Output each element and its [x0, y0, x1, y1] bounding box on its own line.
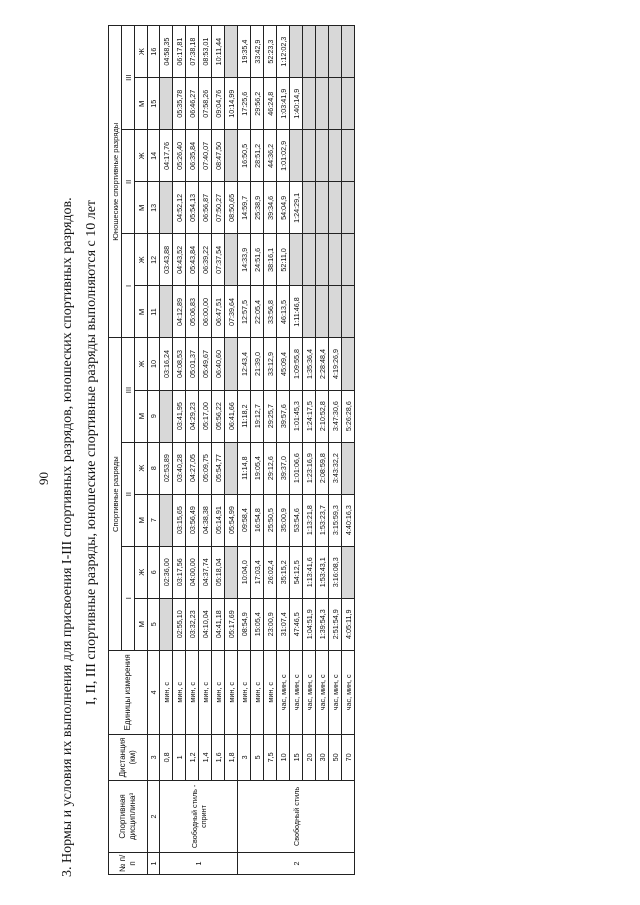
column-number-cell: 3 — [148, 734, 160, 780]
norm-value-cell — [303, 78, 316, 130]
norm-value-cell: 29:25,7 — [264, 390, 277, 442]
norm-value-cell: 09:04,76 — [212, 78, 225, 130]
distance-cell: 5 — [251, 734, 264, 780]
norm-value-cell: 3:47:30,6 — [329, 390, 342, 442]
norm-value-cell: 19:12,7 — [251, 390, 264, 442]
table-row — [160, 26, 173, 875]
norm-value-cell: 06:00,00 — [199, 286, 212, 338]
header-youth-rank-3: III — [122, 26, 135, 130]
norm-value-cell: 3:43:32,2 — [329, 442, 342, 494]
norm-value-cell: 38:16,1 — [264, 234, 277, 286]
norm-value-cell: 2:10:52,8 — [316, 390, 329, 442]
table-row — [277, 26, 290, 875]
unit-cell: мин, с — [186, 650, 199, 734]
norm-value-cell: 25:50,5 — [264, 494, 277, 546]
norm-value-cell: 06:17,81 — [173, 26, 186, 78]
table-body — [148, 26, 355, 875]
norm-value-cell: 1:53:23,7 — [316, 494, 329, 546]
norm-value-cell: 04:37,74 — [199, 546, 212, 598]
header-num: № п/п — [109, 852, 148, 874]
table-row — [199, 26, 212, 875]
table-row — [225, 26, 238, 875]
norm-value-cell: 05:01,37 — [186, 338, 199, 390]
unit-cell: мин, с — [251, 650, 264, 734]
norm-value-cell: 04:38,38 — [199, 494, 212, 546]
header-f: Ж — [135, 130, 148, 182]
norm-value-cell: 07:37,54 — [212, 234, 225, 286]
norm-value-cell — [316, 26, 329, 78]
norm-value-cell: 04:27,05 — [186, 442, 199, 494]
norm-value-cell — [225, 234, 238, 286]
norm-value-cell: 14:59,7 — [238, 182, 251, 234]
norm-value-cell: 07:39,64 — [225, 286, 238, 338]
norm-value-cell: 29:56,2 — [251, 78, 264, 130]
column-number-cell: 15 — [148, 78, 160, 130]
page-number: 90 — [36, 472, 51, 485]
table-row — [316, 26, 329, 875]
norm-value-cell: 06:39,22 — [199, 234, 212, 286]
table-row — [264, 26, 277, 875]
column-number-cell: 5 — [148, 598, 160, 650]
norm-value-cell — [316, 130, 329, 182]
norm-value-cell: 21:39,0 — [251, 338, 264, 390]
norm-value-cell: 03:56,49 — [186, 494, 199, 546]
table-row — [212, 26, 225, 875]
unit-cell: мин, с — [173, 650, 186, 734]
norm-value-cell — [342, 442, 355, 494]
unit-cell: мин, с — [264, 650, 277, 734]
table-row — [303, 26, 316, 875]
norm-value-cell — [225, 546, 238, 598]
header-rank-1: I — [122, 546, 135, 650]
norm-value-cell: 04:43,52 — [173, 234, 186, 286]
norm-value-cell: 54:04,9 — [277, 182, 290, 234]
norm-value-cell: 4:40:16,3 — [342, 494, 355, 546]
norm-value-cell: 54:12,5 — [290, 546, 303, 598]
unit-cell: мин, с — [160, 650, 173, 734]
norm-value-cell: 08:47,50 — [212, 130, 225, 182]
distance-cell: 15 — [290, 734, 303, 780]
norm-value-cell: 47:46,5 — [290, 598, 303, 650]
norm-value-cell — [329, 130, 342, 182]
distance-cell: 10 — [277, 734, 290, 780]
norm-value-cell: 04:17,76 — [160, 130, 173, 182]
unit-cell: мин, с — [225, 650, 238, 734]
norm-value-cell — [342, 286, 355, 338]
norm-value-cell: 05:56,22 — [212, 390, 225, 442]
norm-value-cell: 02:53,89 — [160, 442, 173, 494]
header-f: Ж — [135, 338, 148, 390]
header-rank-2: II — [122, 442, 135, 546]
norm-value-cell — [160, 78, 173, 130]
header-m: М — [135, 286, 148, 338]
norm-value-cell: 03:32,23 — [186, 598, 199, 650]
norm-value-cell — [342, 338, 355, 390]
table-row — [342, 26, 355, 875]
table-row — [238, 26, 251, 875]
table-row — [251, 26, 264, 875]
norm-value-cell — [329, 78, 342, 130]
norm-value-cell: 02:55,10 — [173, 598, 186, 650]
distance-cell: 3 — [238, 734, 251, 780]
distance-cell: 0,8 — [160, 734, 173, 780]
norm-value-cell: 2:51:54,9 — [329, 598, 342, 650]
norm-value-cell: 05:54,13 — [186, 182, 199, 234]
norm-value-cell — [342, 78, 355, 130]
norm-value-cell: 1:53:43,1 — [316, 546, 329, 598]
norm-value-cell: 19:05,4 — [251, 442, 264, 494]
row-group-number: 1 — [160, 852, 238, 874]
discipline-cell: Свободный стиль - спринт — [160, 780, 238, 852]
column-number-row — [148, 26, 160, 875]
norm-value-cell: 33:12,9 — [264, 338, 277, 390]
norm-value-cell: 12:57,5 — [238, 286, 251, 338]
header-sport-ranks: Спортивные разряды — [109, 338, 122, 650]
norm-value-cell: 04:00,00 — [186, 546, 199, 598]
norm-value-cell: 10:14,99 — [225, 78, 238, 130]
table-row — [290, 26, 303, 875]
norm-value-cell — [160, 390, 173, 442]
norm-value-cell: 52:23,3 — [264, 26, 277, 78]
distance-cell: 1,4 — [199, 734, 212, 780]
header-m: М — [135, 390, 148, 442]
norm-value-cell: 1:23:16,9 — [303, 442, 316, 494]
header-f: Ж — [135, 26, 148, 78]
norm-value-cell: 07:50,27 — [212, 182, 225, 234]
norm-value-cell: 04:29,23 — [186, 390, 199, 442]
norm-value-cell: 26:02,4 — [264, 546, 277, 598]
norm-value-cell: 04:41,18 — [212, 598, 225, 650]
column-number-cell: 11 — [148, 286, 160, 338]
norm-value-cell — [316, 286, 329, 338]
column-number-cell: 14 — [148, 130, 160, 182]
norm-value-cell: 44:36,2 — [264, 130, 277, 182]
norm-value-cell — [290, 130, 303, 182]
norm-value-cell — [225, 338, 238, 390]
norm-value-cell — [290, 26, 303, 78]
norm-value-cell: 1:24:17,5 — [303, 390, 316, 442]
norm-value-cell: 3:16:08,3 — [329, 546, 342, 598]
norm-value-cell: 22:05,4 — [251, 286, 264, 338]
norm-value-cell: 3:15:59,3 — [329, 494, 342, 546]
norm-value-cell: 1:35:36,4 — [303, 338, 316, 390]
header-youth-rank-1: I — [122, 234, 135, 338]
norm-value-cell: 06:47,51 — [212, 286, 225, 338]
norm-value-cell: 10:11,44 — [212, 26, 225, 78]
table-row — [186, 26, 199, 875]
distance-cell: 20 — [303, 734, 316, 780]
header-youth-rank-2: II — [122, 130, 135, 234]
distance-cell: 1,2 — [186, 734, 199, 780]
norm-value-cell: 39:34,6 — [264, 182, 277, 234]
norm-value-cell: 04:58,35 — [160, 26, 173, 78]
norm-value-cell — [225, 26, 238, 78]
discipline-cell: Свободный стиль — [238, 780, 355, 852]
norm-value-cell — [342, 182, 355, 234]
norm-value-cell: 1:24:29,1 — [290, 182, 303, 234]
norm-value-cell: 07:58,26 — [199, 78, 212, 130]
norm-value-cell: 05:54,77 — [212, 442, 225, 494]
norm-value-cell: 07:40,07 — [199, 130, 212, 182]
norm-value-cell: 17:03,4 — [251, 546, 264, 598]
norm-value-cell: 05:17,00 — [199, 390, 212, 442]
norm-value-cell: 2:08:59,8 — [316, 442, 329, 494]
norm-value-cell: 1:40:14,9 — [290, 78, 303, 130]
norm-value-cell: 16:50,5 — [238, 130, 251, 182]
distance-cell: 70 — [342, 734, 355, 780]
norm-value-cell: 12:43,4 — [238, 338, 251, 390]
norm-value-cell: 29:12,6 — [264, 442, 277, 494]
norm-value-cell: 17:25,6 — [238, 78, 251, 130]
unit-cell: мин, с — [238, 650, 251, 734]
norm-value-cell: 1:01:06,6 — [290, 442, 303, 494]
norm-value-cell: 1:09:55,8 — [290, 338, 303, 390]
column-number-cell: 2 — [148, 780, 160, 852]
header-f: Ж — [135, 442, 148, 494]
norm-value-cell — [303, 26, 316, 78]
norm-value-cell: 05:35,78 — [173, 78, 186, 130]
row-group-number: 2 — [238, 852, 355, 874]
norm-value-cell — [225, 442, 238, 494]
norm-value-cell — [329, 286, 342, 338]
distance-cell: 30 — [316, 734, 329, 780]
norm-value-cell: 03:15,65 — [173, 494, 186, 546]
header-units: Единицы измерения — [109, 650, 148, 734]
norm-value-cell: 19:35,4 — [238, 26, 251, 78]
norm-value-cell: 03:17,56 — [173, 546, 186, 598]
norm-value-cell: 05:43,84 — [186, 234, 199, 286]
norm-value-cell — [303, 286, 316, 338]
norm-value-cell: 02:36,00 — [160, 546, 173, 598]
norm-value-cell: 25:38,9 — [251, 182, 264, 234]
norm-value-cell — [342, 26, 355, 78]
norm-value-cell: 06:35,84 — [186, 130, 199, 182]
column-number-cell: 6 — [148, 546, 160, 598]
norm-value-cell — [342, 130, 355, 182]
norm-value-cell — [316, 182, 329, 234]
norm-value-cell — [316, 234, 329, 286]
norm-value-cell: 1:11:46,8 — [290, 286, 303, 338]
norm-value-cell: 5:26:28,6 — [342, 390, 355, 442]
norm-value-cell — [303, 182, 316, 234]
header-m: М — [135, 494, 148, 546]
table-subtitle: I, II, III спортивные разряды, юношеские спортивные разряды выполняются с 10 лет — [84, 199, 99, 706]
column-number-cell: 16 — [148, 26, 160, 78]
distance-cell: 1 — [173, 734, 186, 780]
norm-value-cell: 08:54,9 — [238, 598, 251, 650]
unit-cell: мин, с — [212, 650, 225, 734]
norm-value-cell — [290, 234, 303, 286]
column-number-cell: 7 — [148, 494, 160, 546]
norm-value-cell: 10:04,0 — [238, 546, 251, 598]
norm-value-cell: 03:16,24 — [160, 338, 173, 390]
norm-value-cell — [329, 182, 342, 234]
norm-value-cell: 06:56,87 — [199, 182, 212, 234]
distance-cell: 50 — [329, 734, 342, 780]
norm-value-cell: 23:00,9 — [264, 598, 277, 650]
norm-value-cell: 28:51,2 — [251, 130, 264, 182]
norm-value-cell: 04:12,89 — [173, 286, 186, 338]
norm-value-cell: 05:06,83 — [186, 286, 199, 338]
distance-cell: 1,6 — [212, 734, 225, 780]
norm-value-cell: 05:49,67 — [199, 338, 212, 390]
norm-value-cell: 1:13:21,8 — [303, 494, 316, 546]
column-number-cell: 10 — [148, 338, 160, 390]
unit-cell: час, мин, с — [290, 650, 303, 734]
norm-value-cell: 4:05:11,9 — [342, 598, 355, 650]
norm-value-cell — [342, 546, 355, 598]
norm-value-cell: 1:12:02,3 — [277, 26, 290, 78]
norm-value-cell: 08:53,01 — [199, 26, 212, 78]
header-m: М — [135, 598, 148, 650]
norm-value-cell: 33:42,9 — [251, 26, 264, 78]
norm-value-cell: 33:56,8 — [264, 286, 277, 338]
column-number-cell: 1 — [148, 852, 160, 874]
column-number-cell: 4 — [148, 650, 160, 734]
norm-value-cell: 31:07,4 — [277, 598, 290, 650]
norm-value-cell: 05:17,69 — [225, 598, 238, 650]
norm-value-cell — [225, 130, 238, 182]
distance-cell: 1,8 — [225, 734, 238, 780]
norm-value-cell — [160, 494, 173, 546]
norm-value-cell: 1:03:41,9 — [277, 78, 290, 130]
norm-value-cell: 39:57,6 — [277, 390, 290, 442]
norm-value-cell: 11:14,8 — [238, 442, 251, 494]
section-heading: 3. Нормы и условия их выполнения для присвоения I-III спортивных разрядов, юношеских спортивных разрядов. — [60, 197, 75, 877]
norm-value-cell: 05:14,91 — [212, 494, 225, 546]
header-discipline: Спортивная дисциплина³ — [109, 780, 148, 852]
table-row — [173, 26, 186, 875]
norm-value-cell: 04:52,12 — [173, 182, 186, 234]
column-number-cell: 9 — [148, 390, 160, 442]
norm-value-cell — [160, 182, 173, 234]
norm-value-cell: 39:37,0 — [277, 442, 290, 494]
header-m: М — [135, 78, 148, 130]
norm-value-cell: 46:13,5 — [277, 286, 290, 338]
norm-value-cell: 52:11,0 — [277, 234, 290, 286]
norm-value-cell: 15:05,4 — [251, 598, 264, 650]
norm-value-cell: 1:04:51,9 — [303, 598, 316, 650]
norm-value-cell — [160, 598, 173, 650]
unit-cell: час, мин, с — [329, 650, 342, 734]
norm-value-cell: 45:09,4 — [277, 338, 290, 390]
distance-cell: 7,5 — [264, 734, 277, 780]
norm-value-cell: 11:18,2 — [238, 390, 251, 442]
norm-value-cell: 14:33,9 — [238, 234, 251, 286]
norm-value-cell: 04:10,04 — [199, 598, 212, 650]
norm-value-cell — [160, 286, 173, 338]
norm-value-cell: 06:41,66 — [225, 390, 238, 442]
norm-value-cell: 08:50,65 — [225, 182, 238, 234]
norm-value-cell: 46:24,8 — [264, 78, 277, 130]
norm-value-cell — [303, 130, 316, 182]
header-f: Ж — [135, 546, 148, 598]
norm-value-cell: 2:28:48,4 — [316, 338, 329, 390]
norm-value-cell: 06:46,27 — [186, 78, 199, 130]
norm-value-cell: 07:38,18 — [186, 26, 199, 78]
norms-table — [108, 25, 355, 875]
norm-value-cell: 04:08,53 — [173, 338, 186, 390]
column-number-cell: 13 — [148, 182, 160, 234]
norm-value-cell: 4:19:26,9 — [329, 338, 342, 390]
norm-value-cell: 35:15,2 — [277, 546, 290, 598]
norm-value-cell: 03:43,88 — [160, 234, 173, 286]
norm-value-cell: 06:40,60 — [212, 338, 225, 390]
norm-value-cell: 1:39:54,3 — [316, 598, 329, 650]
norm-value-cell: 1:01:02,9 — [277, 130, 290, 182]
header-youth-ranks: Юношеские спортивные разряды — [109, 26, 122, 338]
table-row — [329, 26, 342, 875]
norm-value-cell: 53:54,6 — [290, 494, 303, 546]
norm-value-cell — [316, 78, 329, 130]
unit-cell: мин, с — [199, 650, 212, 734]
norm-value-cell: 05:09,75 — [199, 442, 212, 494]
norm-value-cell: 24:51,6 — [251, 234, 264, 286]
column-number-cell: 8 — [148, 442, 160, 494]
norm-value-cell: 05:54,99 — [225, 494, 238, 546]
norm-value-cell: 1:13:41,6 — [303, 546, 316, 598]
unit-cell: час, мин, с — [316, 650, 329, 734]
norm-value-cell: 05:18,04 — [212, 546, 225, 598]
norm-value-cell: 16:54,8 — [251, 494, 264, 546]
unit-cell: час, мин, с — [277, 650, 290, 734]
column-number-cell: 12 — [148, 234, 160, 286]
header-distance: Дистанция (км) — [109, 734, 148, 780]
norm-value-cell: 03:41,95 — [173, 390, 186, 442]
header-f: Ж — [135, 234, 148, 286]
norm-value-cell: 05:26,40 — [173, 130, 186, 182]
norm-value-cell: 1:01:45,3 — [290, 390, 303, 442]
norm-value-cell — [329, 234, 342, 286]
header-rank-3: III — [122, 338, 135, 442]
norm-value-cell: 09:58,4 — [238, 494, 251, 546]
norm-value-cell: 03:40,28 — [173, 442, 186, 494]
norm-value-cell — [342, 234, 355, 286]
unit-cell: час, мин, с — [303, 650, 316, 734]
norm-value-cell — [303, 234, 316, 286]
norm-value-cell — [329, 26, 342, 78]
norm-value-cell: 35:00,9 — [277, 494, 290, 546]
header-m: М — [135, 182, 148, 234]
unit-cell: час, мин, с — [342, 650, 355, 734]
